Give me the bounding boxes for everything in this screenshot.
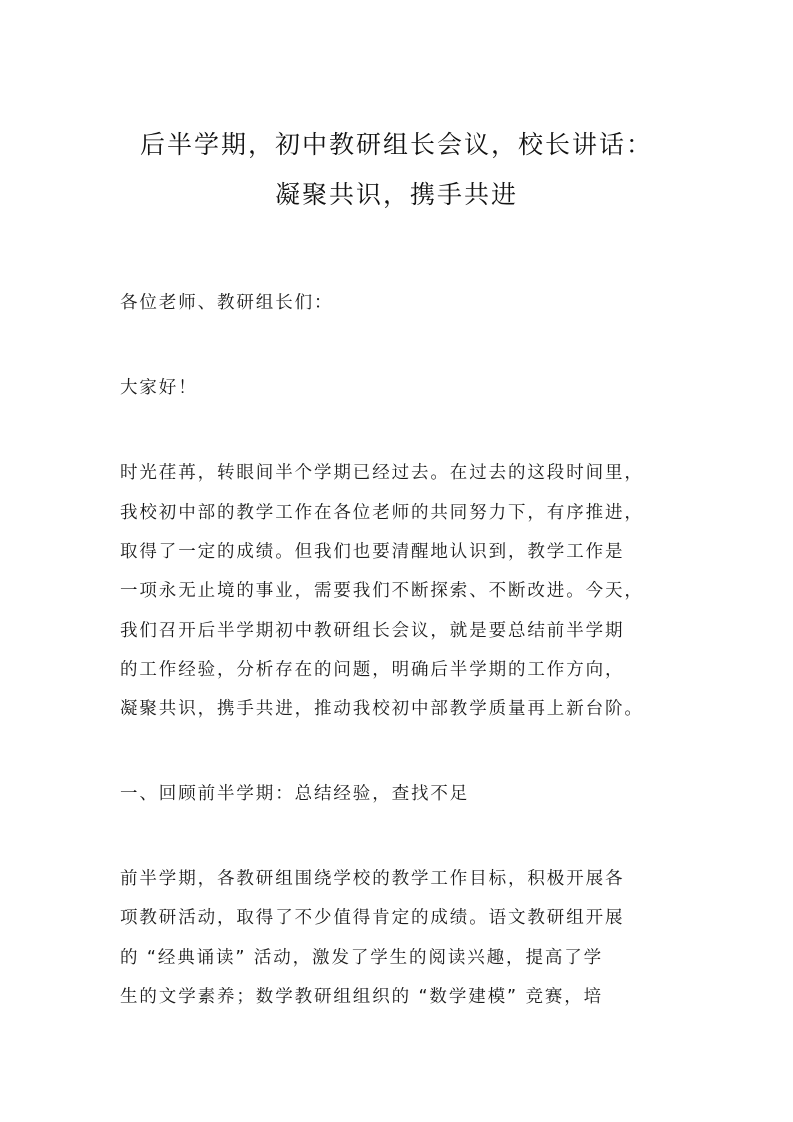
paragraph-line: 项教研活动，取得了不少值得肯定的成绩。语文教研组开展 [120,908,625,928]
paragraph-line: 我们召开后半学期初中教研组长会议，就是要总结前半学期 [120,621,625,641]
paragraph-line: 前半学期，各教研组围绕学校的教学工作目标，积极开展各 [120,869,625,889]
paragraph-line: 一项永无止境的事业，需要我们不断探索、不断改进。今天， [120,581,644,601]
paragraph-line: 我校初中部的教学工作在各位老师的共同努力下，有序推进， [120,503,644,523]
document-title-line-1: 后半学期，初中教研组长会议，校长讲话： [139,130,653,159]
greeting: 大家好！ [120,378,198,398]
paragraph-line: 生的文学素养；数学教研组组织的 “数学建模” 竞赛，培 [120,987,604,1007]
paragraph-line: 的工作经验，分析存在的问题，明确后半学期的工作方向， [120,660,625,680]
paragraph-line: 的 “经典诵读” 活动，激发了学生的阅读兴趣，提高了学 [120,948,604,968]
section-heading-1: 一、回顾前半学期：总结经验，查找不足 [120,784,470,804]
salutation: 各位老师、教研组长们： [120,293,334,313]
paragraph-line: 取得了一定的成绩。但我们也要清醒地认识到，教学工作是 [120,542,625,562]
paragraph-line: 时光荏苒，转眼间半个学期已经过去。在过去的这段时间里， [120,463,644,483]
paragraph-line: 凝聚共识，携手共进，推动我校初中部教学质量再上新台阶。 [120,699,644,719]
document-title-line-2: 凝聚共识，携手共进 [274,180,518,209]
